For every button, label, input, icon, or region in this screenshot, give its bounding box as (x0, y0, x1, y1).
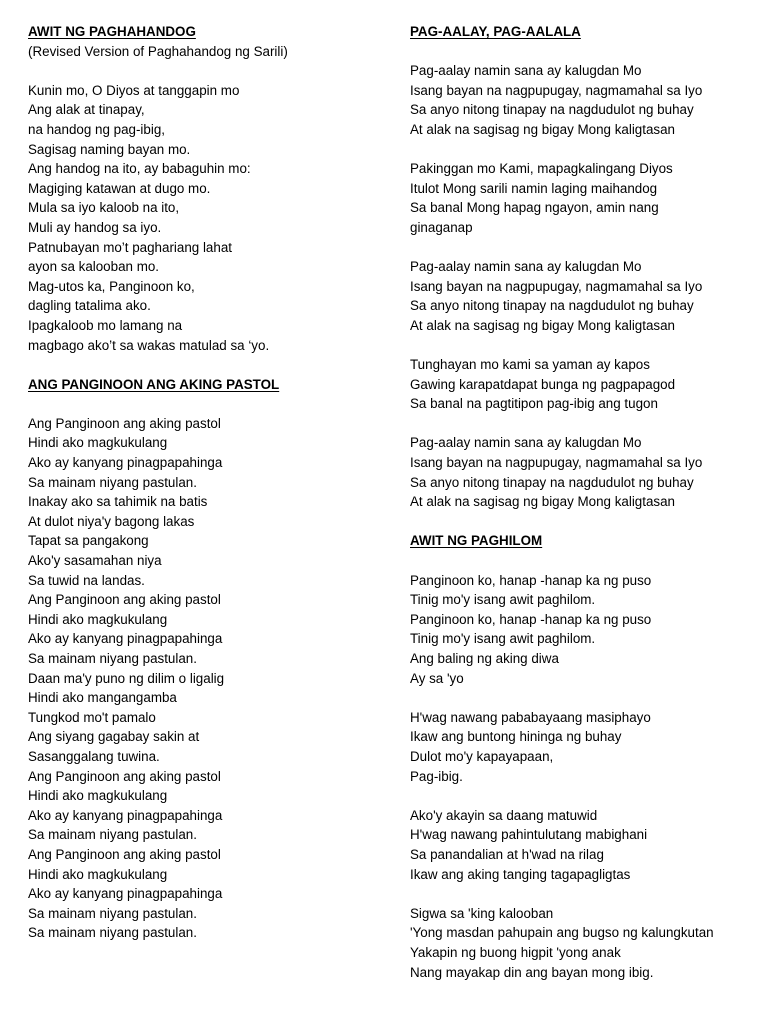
lyric-line: Pag-aalay namin sana ay kalugdan Mo (410, 259, 642, 275)
lyric-line: Inakay ako sa tahimik na batis (28, 494, 208, 510)
stanza (410, 355, 755, 414)
lyric-line: Dulot mo'y kapayapaan, (410, 748, 554, 764)
stanza (410, 806, 755, 884)
lyric-line: Panginoon ko, hanap -hanap ka ng puso (410, 611, 652, 627)
lyric-line: Sa banal na pagtitipon pag-ibig ang tugon (410, 396, 658, 412)
lyric-line: Ang Panginoon ang aking pastol (28, 846, 221, 862)
lyric-line: Mag-utos ka, Panginoon ko, (28, 278, 195, 294)
lyric-line: At dulot niya'y bagong lakas (28, 513, 195, 529)
lyric-line: Muli ay handog sa iyo. (28, 219, 162, 235)
song-title: PAG-AALAY, PAG-AALALA (410, 24, 581, 39)
lyric-line: Magiging katawan at dugo mo. (28, 180, 211, 196)
lyric-line: H'wag nawang pababayaang masiphayo (410, 709, 651, 725)
lyric-line: ginaganap (410, 219, 473, 235)
lyric-line: Pag-aalay namin sana ay kalugdan Mo (410, 63, 642, 79)
stanza (410, 257, 755, 335)
lyric-line: Sa banal Mong hapag ngayon, amin nang (410, 200, 659, 216)
left-column (28, 22, 378, 943)
song-subtitle: (Revised Version of Paghahandog ng Sarili) (28, 43, 288, 59)
song (28, 375, 378, 943)
lyric-line: Isang bayan na nagpupugay, nagmamahal sa Iyo (410, 278, 703, 294)
lyric-line: Ipagkaloob mo lamang na (28, 317, 183, 333)
lyric-line: Pag-ibig. (410, 768, 463, 784)
lyric-line: Ang Panginoon ang aking pastol (28, 592, 221, 608)
lyric-line: At alak na sagisag ng bigay Mong kaligtasan (410, 494, 676, 510)
lyric-line: Ako ay kanyang pinagpapahinga (28, 886, 223, 902)
lyric-line: Tunghayan mo kami sa yaman ay kapos (410, 357, 650, 373)
lyric-line: ayon sa kalooban mo. (28, 259, 160, 275)
stanza (410, 708, 755, 786)
lyric-line: Tungkod mo't pamalo (28, 709, 156, 725)
lyric-line: Ako'y akayin sa daang matuwid (410, 807, 598, 823)
lyric-line: At alak na sagisag ng bigay Mong kaligtasan (410, 317, 676, 333)
lyric-line: Ikaw ang buntong hininga ng buhay (410, 729, 622, 745)
lyric-line: Pakinggan mo Kami, mapagkalingang Diyos (410, 161, 673, 177)
lyric-line: Sa anyo nitong tinapay na nagdudulot ng buhay (410, 474, 694, 490)
lyric-line: At alak na sagisag ng bigay Mong kaligtasan (410, 121, 676, 137)
lyric-line: Sa tuwid na landas. (28, 572, 145, 588)
lyric-line: Ang Panginoon ang aking pastol (28, 415, 221, 431)
lyric-line: Isang bayan na nagpupugay, nagmamahal sa Iyo (410, 455, 703, 471)
song-title: ANG PANGINOON ANG AKING PASTOL (28, 376, 280, 392)
song (410, 22, 755, 512)
lyric-line: Sa mainam niyang pastulan. (28, 827, 197, 843)
lyric-line: Ang alak at tinapay, (28, 102, 145, 118)
stanza (28, 414, 378, 943)
lyric-line: Ako'y sasamahan niya (28, 553, 162, 569)
song (28, 22, 378, 355)
stanza (28, 81, 378, 355)
lyric-line: na handog ng pag-ibig, (28, 121, 165, 137)
lyric-line: Sa anyo nitong tinapay na nagdudulot ng buhay (410, 298, 694, 314)
stanza (410, 571, 755, 689)
lyric-line: Hindi ako magkukulang (28, 435, 168, 451)
lyric-line: Sa mainam niyang pastulan. (28, 651, 197, 666)
lyric-line: Sa mainam niyang pastulan. (28, 905, 197, 921)
right-column (410, 22, 755, 982)
lyric-line: Ang baling ng aking diwa (410, 651, 559, 666)
lyric-line: Sa mainam niyang pastulan. (28, 925, 197, 941)
song-title: AWIT NG PAGHILOM (410, 533, 543, 549)
lyric-line: Pag-aalay namin sana ay kalugdan Mo (410, 435, 642, 451)
lyric-line: Ang siyang gagabay sakin at (28, 729, 200, 745)
stanza (410, 904, 755, 982)
lyric-line: Tinig mo'y isang awit paghilom. (410, 631, 596, 647)
lyric-line: Sagisag naming bayan mo. (28, 141, 191, 157)
lyric-line: Ay sa 'yo (410, 670, 464, 686)
lyric-line: Hindi ako mangangamba (28, 690, 177, 706)
lyric-line: Isang bayan na nagpupugay, nagmamahal sa Iyo (410, 82, 703, 98)
lyric-line: Nang mayakap din ang bayan mong ibig. (410, 964, 654, 980)
lyric-line: magbago ako’t sa wakas matulad sa ‘yo. (28, 337, 270, 353)
lyric-line: Patnubayan mo’t paghariang lahat (28, 239, 232, 255)
lyric-line: Sa panandalian at h'wad na rilag (410, 846, 604, 862)
stanza (410, 159, 755, 237)
lyric-line: Gawing karapatdapat bunga ng pagpapagod (410, 376, 676, 392)
lyric-line: Hindi ako magkukulang (28, 866, 168, 882)
lyric-line: Yakapin ng buong higpit 'yong anak (410, 944, 621, 960)
lyric-line: Ang Panginoon ang aking pastol (28, 768, 221, 784)
lyric-line: Mula sa iyo kaloob na ito, (28, 200, 180, 216)
lyric-line: Tapat sa pangakong (28, 533, 149, 549)
stanza (410, 433, 755, 511)
lyric-line: Sigwa sa 'king kalooban (410, 905, 554, 921)
lyric-line: Panginoon ko, hanap -hanap ka ng puso (410, 572, 652, 588)
lyric-line: dagling tatalima ako. (28, 298, 151, 314)
lyric-line: Daan ma'y puno ng dilim o ligalig (28, 670, 225, 686)
lyric-line: H'wag nawang pahintulutang mabighani (410, 827, 648, 843)
lyric-line: Ako ay kanyang pinagpapahinga (28, 807, 223, 823)
lyric-line: Itulot Mong sarili namin laging maihandog (410, 180, 658, 196)
lyric-line: Hindi ako magkukulang (28, 611, 168, 627)
lyric-line: Ikaw ang aking tanging tagapagligtas (410, 866, 631, 882)
lyric-line: 'Yong masdan pahupain ang bugso ng kalungkutan (410, 925, 714, 941)
lyric-line: Sa anyo nitong tinapay na nagdudulot ng buhay (410, 102, 694, 118)
stanza (410, 61, 755, 139)
lyric-line: Tinig mo'y isang awit paghilom. (410, 592, 596, 608)
lyric-line: Sasanggalang tuwina. (28, 748, 160, 764)
lyric-line: Ang handog na ito, ay babaguhin mo: (28, 161, 251, 177)
lyric-line: Kunin mo, O Diyos at tanggapin mo (28, 82, 240, 98)
lyric-line: Ako ay kanyang pinagpapahinga (28, 631, 223, 647)
lyric-line: Ako ay kanyang pinagpapahinga (28, 455, 223, 471)
song (410, 531, 755, 982)
lyric-line: Sa mainam niyang pastulan. (28, 474, 197, 490)
song-title: AWIT NG PAGHAHANDOG (28, 24, 196, 39)
lyric-line: Hindi ako magkukulang (28, 788, 168, 804)
